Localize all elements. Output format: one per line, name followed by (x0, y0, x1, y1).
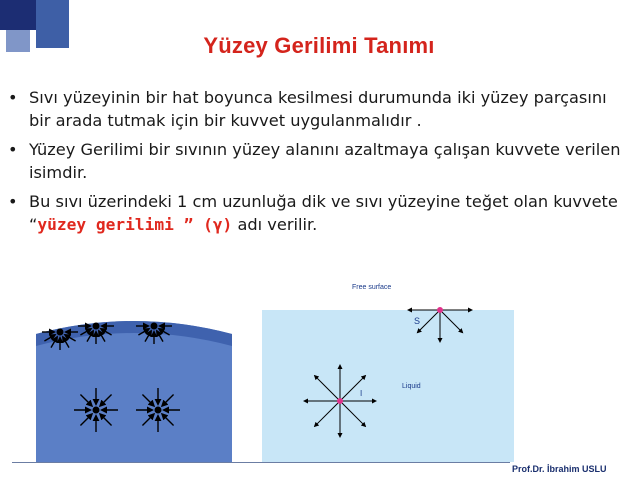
footer-author: Prof.Dr. İbrahim USLU (512, 464, 607, 474)
bullet-text: Yüzey Gerilimi bir sıvının yüzey alanını azaltmaya çalışan kuvvete verilen isimdir. (29, 140, 621, 182)
surface-tension-term: yüzey gerilimi ” (γ) (37, 215, 233, 234)
liquid-region (262, 310, 514, 462)
bullet-item (8, 190, 633, 236)
molecule (93, 323, 100, 330)
liquid-label: Liquid (402, 383, 421, 390)
bullet-marker: • (8, 140, 18, 159)
bullet-list (8, 86, 633, 242)
bullet-marker: • (8, 192, 18, 211)
footer-divider (12, 462, 510, 463)
bullet-text-after: adı verilir. (232, 215, 318, 234)
molecule (155, 407, 162, 414)
molecule (151, 323, 158, 330)
bullet-text: Sıvı yüzeyinin bir hat boyunca kesilmesi durumunda iki yüzey parçasını bir arada tutmak için bir kuvvet uygulanmalıdır . (29, 88, 607, 130)
bullet-text-before: Bu sıvı üzerindeki 1 cm uzunluğa dik ve sıvı yüzeyine teğet olan kuvvete “ (29, 192, 618, 234)
molecule (337, 398, 343, 404)
bullet-item (8, 86, 633, 132)
bullet-item (8, 138, 633, 184)
curved-surface-diagram (36, 312, 232, 462)
interior-molecule-label: I (360, 389, 363, 398)
molecule (57, 329, 64, 336)
bullet-marker: • (8, 88, 18, 107)
free-surface-diagram (262, 278, 514, 462)
free-surface-label: Free surface (352, 284, 392, 291)
surface-molecule-label: S (414, 316, 421, 326)
decor-square-navy (0, 0, 36, 30)
slide-title: Yüzey Gerilimi Tanımı (203, 33, 435, 58)
molecule (93, 407, 100, 414)
molecule (437, 307, 443, 313)
